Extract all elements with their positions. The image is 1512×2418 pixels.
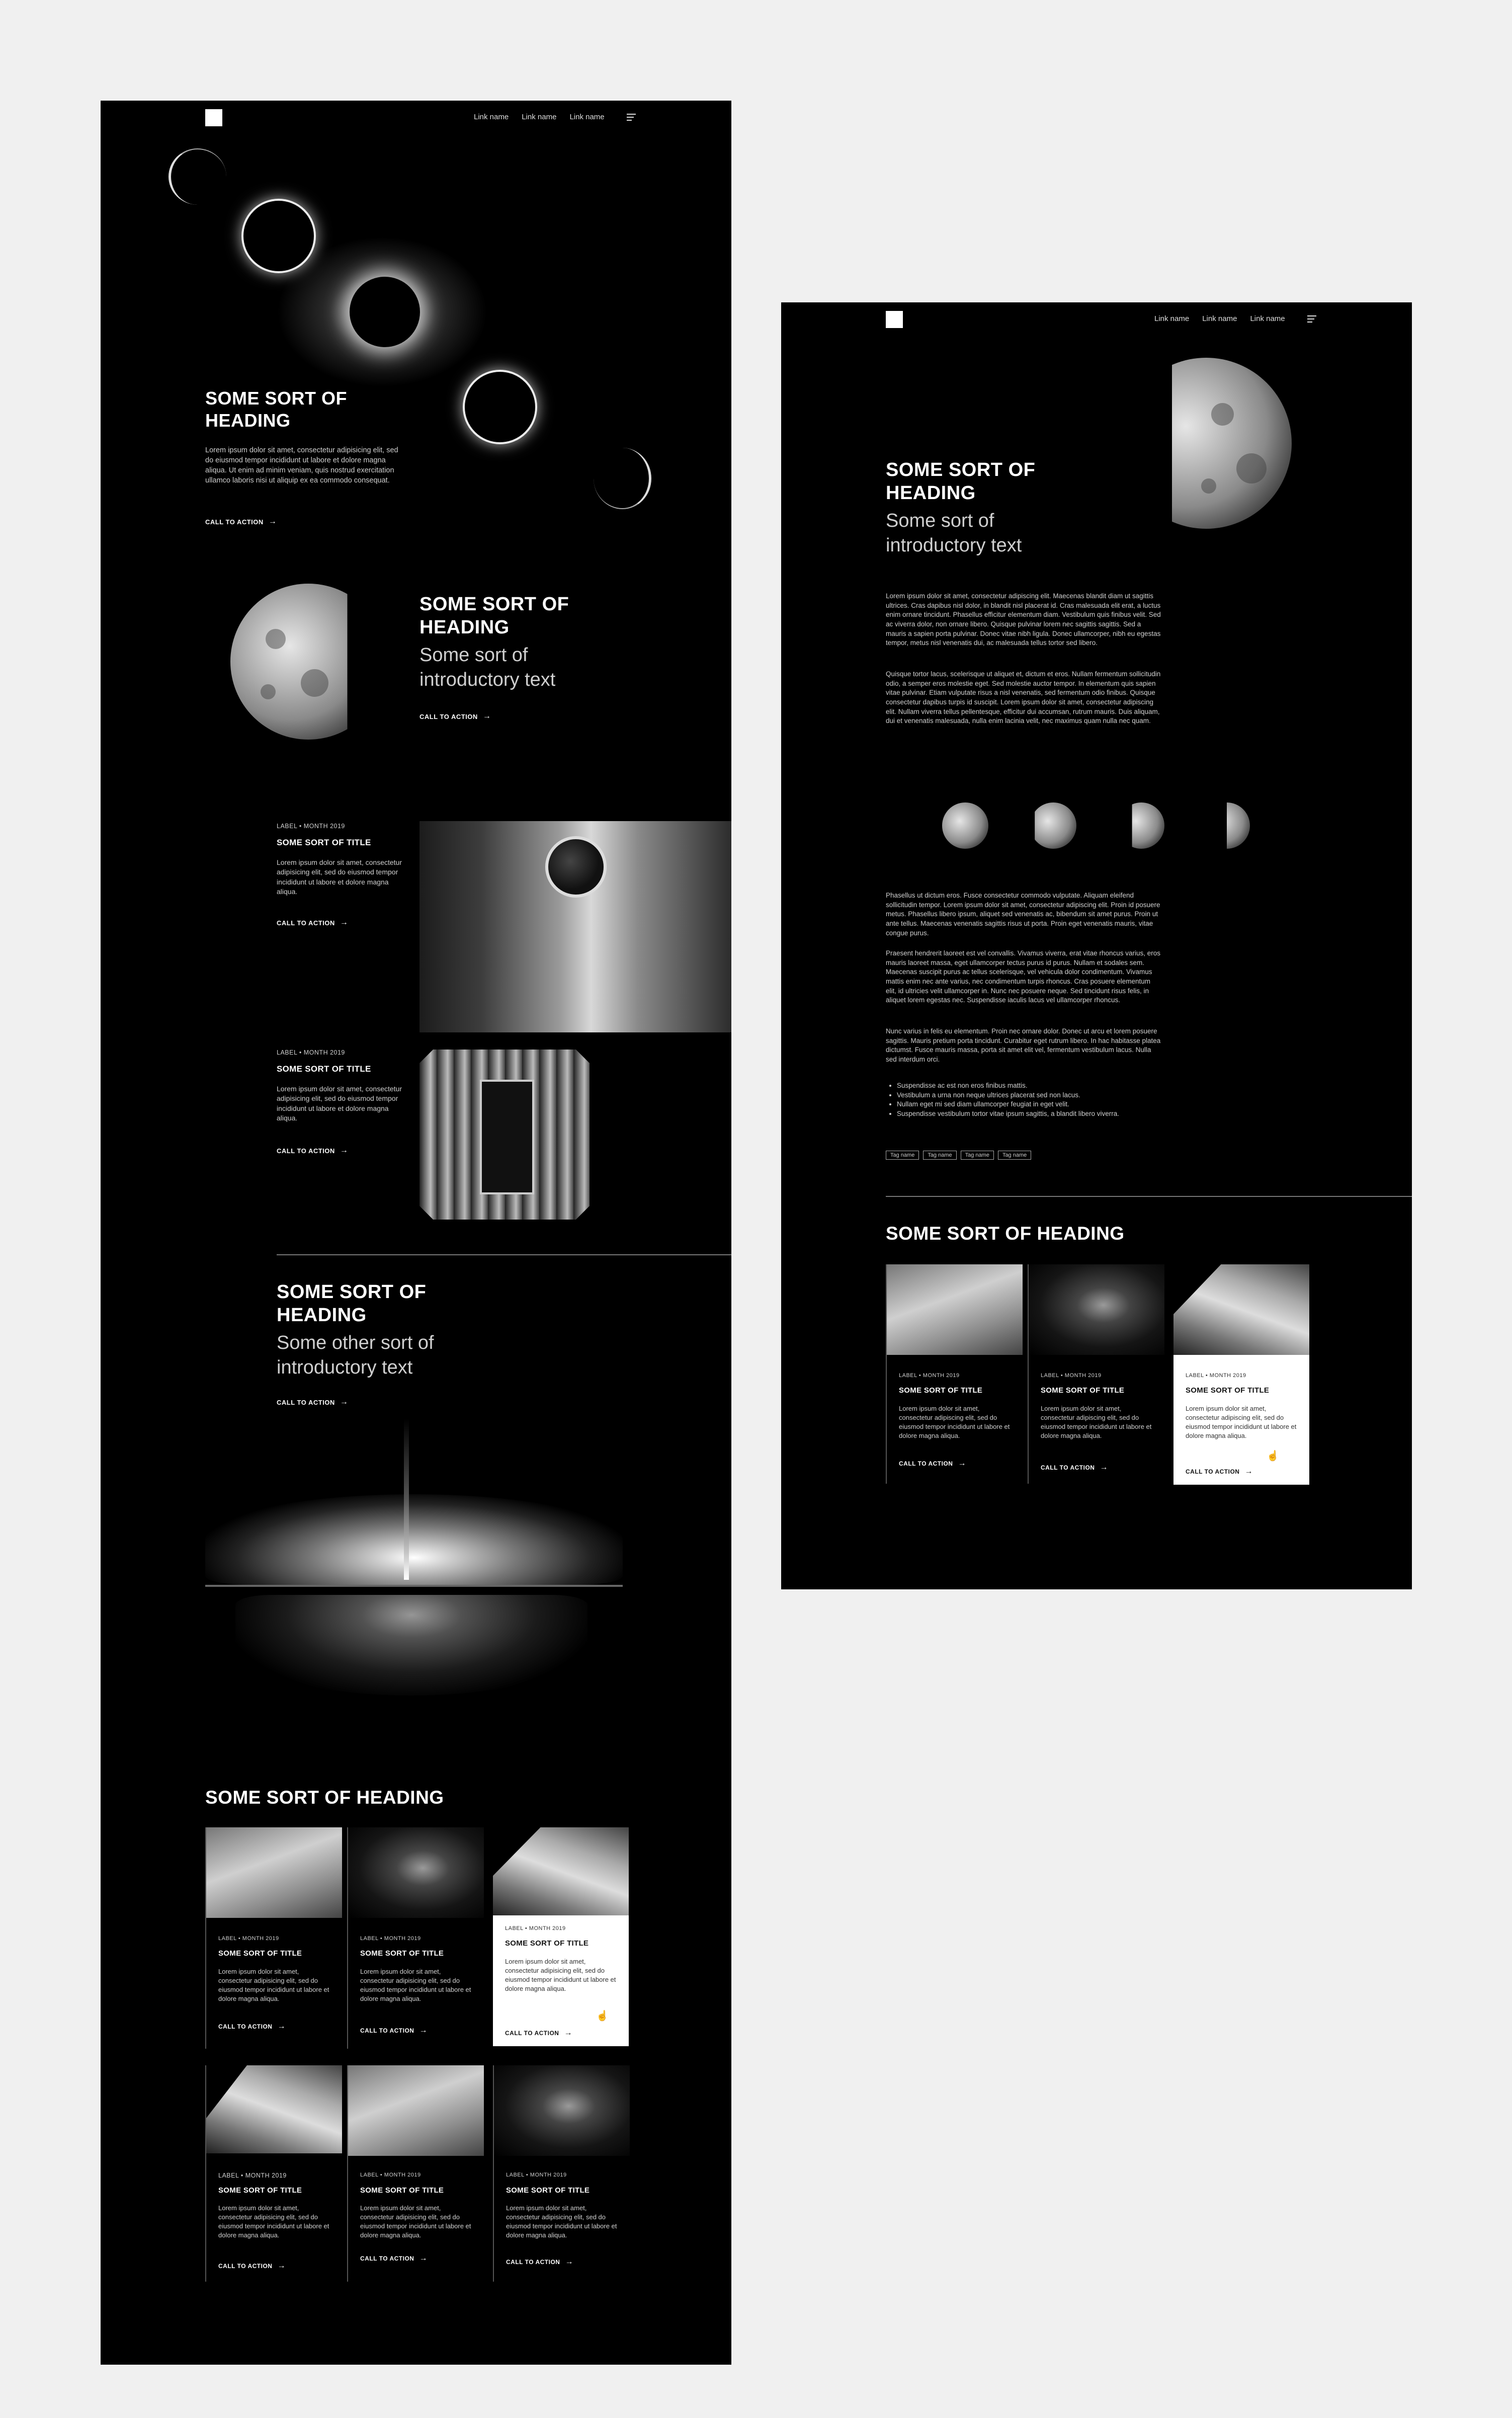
- card-body: Lorem ipsum dolor sit amet, consectetur adipisicing elit, sed do eiusmod tempor incididunt ut labore et dolore magna aliqua.: [360, 1968, 471, 2002]
- half-moon-image: [230, 584, 386, 740]
- card-title: SOME SORT OF TITLE: [506, 2186, 590, 2195]
- card-cta[interactable]: [506, 2258, 573, 2267]
- spacewalk-image: [1173, 1264, 1309, 1355]
- card-label: LABEL • MONTH 2019: [899, 1373, 960, 1379]
- hand-cursor-icon: ☝: [596, 2010, 609, 2022]
- card-label: LABEL • MONTH 2019: [506, 2172, 567, 2178]
- half-moon-image: [1121, 358, 1292, 529]
- tag-list: [886, 1151, 1031, 1160]
- section-divider: [886, 1196, 1412, 1197]
- galaxy-image: [1029, 1264, 1164, 1355]
- card-highlighted[interactable]: [493, 1827, 629, 2046]
- card-cta-label: CALL TO ACTION: [218, 2023, 273, 2030]
- article-2-cta[interactable]: [277, 1146, 348, 1155]
- launch-section-intro: Some other sort of introductory text: [277, 1332, 434, 1379]
- article-paragraph-4: Praesent hendrerit laoreet est vel convallis. Vivamus viverra, erat vitae rhoncus varius, eros mauris laoreet massa, eget ullamcorper tectus purus id purus. Nullam et sodales sem. Maecenas suscipit purus ac tellus scelerisque, vel vehicula dolor condimentum. Vivamus mattis enim nec ante varius, nec condimentum turpis rhoncus. Cras posuere elementum elit, id ultricies velit ullamcorper in. Nunc nec posuere neque. Sed tincidunt risus felis, in aliquet lorem egestas nec. Suspendisse iaculis lacus vel ullamcorper rhoncus.: [886, 949, 1160, 1004]
- card[interactable]: [493, 2065, 630, 2282]
- arrow-right-icon: →: [419, 2254, 428, 2263]
- article-2-body: Lorem ipsum dolor sit amet, consectetur adipisicing elit, sed do eiusmod tempor incididunt ut labore et dolore magna aliqua.: [277, 1085, 402, 1122]
- arrow-right-icon: →: [277, 2262, 286, 2270]
- card-cta[interactable]: [360, 2026, 428, 2035]
- crescent-right: [594, 448, 651, 509]
- moon-phase-1: [942, 802, 988, 849]
- home-page-board: [101, 101, 731, 2365]
- main-nav: [1154, 314, 1316, 323]
- arrow-right-icon: →: [340, 1398, 349, 1406]
- moon-section-heading: SOME SORT OF HEADING: [419, 594, 569, 638]
- card-cta-label: CALL TO ACTION: [505, 2030, 559, 2037]
- bullet-item: • Nullam eget mi sed diam ullamcorper feugiat in eget velit.: [897, 1100, 1179, 1109]
- card-label: LABEL • MONTH 2019: [1186, 1373, 1246, 1379]
- article-1-title: SOME SORT OF TITLE: [277, 838, 371, 847]
- capsule-earth-image: [887, 1264, 1023, 1355]
- logo[interactable]: [205, 109, 222, 126]
- card-label: LABEL • MONTH 2019: [218, 1936, 279, 1942]
- card[interactable]: [886, 1264, 1023, 1484]
- left-grid-heading: SOME SORT OF HEADING: [205, 1787, 444, 1808]
- article-1-label: LABEL • MONTH 2019: [277, 823, 345, 830]
- card[interactable]: [205, 2065, 342, 2282]
- arrow-right-icon: →: [419, 2026, 428, 2035]
- card-body: Lorem ipsum dolor sit amet, consectetur adipisicing elit, sed do eiusmod tempor incididunt ut labore et dolore magna aliqua.: [360, 2204, 471, 2239]
- galaxy-image: [348, 1827, 484, 1918]
- article-paragraph-5: Nunc varius in felis eu elementum. Proin nec ornare dolor. Donec ut arcu et lorem posuere sagittis. Mauris pretium porta tincidunt. Curabitur eget rutrum libero. In hac habitasse platea dictumst. Fusce mauris massa, porta sit amet elit vel, fermentum vestibulum lacus. Nulla sed interdum orci.: [886, 1027, 1161, 1063]
- nav-link-1[interactable]: Link name: [1154, 314, 1190, 323]
- eclipse-ring-2: [463, 370, 537, 444]
- tag[interactable]: Tag name: [961, 1151, 994, 1160]
- arrow-right-icon: →: [1100, 1463, 1108, 1472]
- arrow-right-icon: →: [482, 712, 491, 720]
- card-title: SOME SORT OF TITLE: [360, 2186, 444, 2195]
- article-1-cta[interactable]: [277, 918, 348, 927]
- bullet-item: • Suspendisse ac est non eros finibus mattis.: [897, 1081, 1179, 1091]
- card-cta[interactable]: [505, 2029, 572, 2038]
- article-page-board: [781, 302, 1412, 1589]
- nav-link-3[interactable]: Link name: [569, 113, 605, 121]
- galaxy-image: [494, 2065, 630, 2156]
- spacewalk-image: [206, 2065, 342, 2153]
- card-cta-label: CALL TO ACTION: [360, 2027, 414, 2034]
- article-paragraph-1: Lorem ipsum dolor sit amet, consectetur adipiscing elit. Maecenas blandit diam ut sagittis ultrices. Cras dapibus nisl dolor, in blandit nisl placerat id. Cras malesuada elit erat, a luctus enim ornare tincidunt. Phasellus efficitur elementum diam. Vestibulum quis finibus velit. Sed ac viverra dolor, non ornare libero. Quisque pulvinar lorem nec sagittis sagittis. Sed a mauris a sapien porta pulvinar. Donec vitae nibh ligula. Donec ullamcorper, nibh eu egestas tempor, metus nisl venenatis dui, ac malesuada tellus tortor sed libero.: [886, 592, 1161, 647]
- crescent-left: [169, 148, 226, 205]
- card-cta-label: CALL TO ACTION: [1041, 1464, 1095, 1471]
- moon-phase-4: [1204, 802, 1250, 849]
- arrow-right-icon: →: [565, 2258, 573, 2266]
- card-body: Lorem ipsum dolor sit amet, consectetur adipiscing elit, sed do eiusmod tempor incididunt ut labore et dolore magna aliqua.: [1186, 1405, 1297, 1439]
- capsule-earth-image: [348, 2065, 484, 2156]
- nav-link-1[interactable]: Link name: [474, 113, 509, 121]
- card[interactable]: [1028, 1264, 1164, 1484]
- section-divider: [277, 1254, 731, 1255]
- card-label: LABEL • MONTH 2019: [1041, 1373, 1102, 1379]
- moon-section-cta[interactable]: [419, 712, 491, 721]
- article-paragraph-2: Quisque tortor lacus, scelerisque ut aliquet et, dictum et eros. Nullam fermentum sollicitudin odio, a semper eros molestie eget. Sed molestie auctor tempor. In elementum quis sapien vitae pulvinar. Etiam vulputate risus a nisl venenatis, sed fermentum odio finibus. Quisque consectetur dapibus turpis id suscipit. Lorem ipsum dolor sit amet, consectetur adipiscing elit. Nullam viverra tellus pellentesque, efficitur dui accumsan, rutrum mauris. Duis aliquam, dui et venenatis malesuada, nulla enim lacinia velit, nec maximus quam nulla nec quam.: [886, 670, 1161, 725]
- card-label: LABEL • MONTH 2019: [360, 2172, 421, 2178]
- card[interactable]: [347, 1827, 484, 2049]
- space-station-interior-photo[interactable]: [419, 1050, 590, 1220]
- card-cta[interactable]: [1186, 1467, 1253, 1476]
- capsule-earth-image: [206, 1827, 342, 1918]
- logo[interactable]: [886, 311, 903, 328]
- card-title: SOME SORT OF TITLE: [899, 1386, 983, 1395]
- moon-phase-3: [1118, 802, 1164, 849]
- card-body: Lorem ipsum dolor sit amet, consectetur adipiscing elit, sed do eiusmod tempor incididunt ut labore et dolore magna aliqua.: [899, 1405, 1010, 1439]
- arrow-right-icon: →: [958, 1459, 966, 1468]
- card-cta[interactable]: [899, 1459, 966, 1468]
- hamburger-menu-icon[interactable]: [1307, 315, 1316, 323]
- card-cta[interactable]: [360, 2254, 428, 2263]
- card-title: SOME SORT OF TITLE: [1186, 1386, 1270, 1395]
- card-title: SOME SORT OF TITLE: [1041, 1386, 1125, 1395]
- card-body: Lorem ipsum dolor sit amet, consectetur adipiscing elit, sed do eiusmod tempor incididunt ut labore et dolore magna aliqua.: [1041, 1405, 1152, 1439]
- card-body: Lorem ipsum dolor sit amet, consectetur adipisicing elit, sed do eiusmod tempor incididunt ut labore et dolore magna aliqua.: [218, 1968, 329, 2002]
- card-cta-label: CALL TO ACTION: [218, 2263, 273, 2270]
- card[interactable]: [205, 1827, 342, 2049]
- hero-cta[interactable]: [205, 517, 277, 526]
- card-title: SOME SORT OF TITLE: [218, 2186, 302, 2195]
- card-title: SOME SORT OF TITLE: [218, 1949, 302, 1958]
- hamburger-menu-icon[interactable]: [627, 114, 636, 121]
- launch-section-cta[interactable]: [277, 1398, 348, 1407]
- article-1-body: Lorem ipsum dolor sit amet, consectetur adipisicing elit, sed do eiusmod tempor incididunt ut labore et dolore magna aliqua.: [277, 858, 402, 896]
- card-body: Lorem ipsum dolor sit amet, consectetur adipisicing elit, sed do eiusmod tempor incididunt ut labore et dolore magna aliqua.: [218, 2204, 329, 2239]
- tag[interactable]: Tag name: [886, 1151, 919, 1160]
- card-body: Lorem ipsum dolor sit amet, consectetur adipisicing elit, sed do eiusmod tempor incididunt ut labore et dolore magna aliqua.: [506, 2204, 617, 2239]
- arrow-right-icon: →: [1244, 1467, 1253, 1476]
- article-2-label: LABEL • MONTH 2019: [277, 1049, 345, 1056]
- card-label: LABEL • MONTH 2019: [360, 1936, 421, 1942]
- card-cta[interactable]: [218, 2022, 286, 2031]
- article-1-cta-label: CALL TO ACTION: [277, 919, 335, 927]
- bullet-item: • Suspendisse vestibulum tortor vitae ipsum sagittis, a blandit libero viverra.: [897, 1109, 1179, 1119]
- card-label: LABEL • MONTH 2019: [505, 1925, 566, 1931]
- article-2-title: SOME SORT OF TITLE: [277, 1064, 371, 1074]
- related-grid-heading: SOME SORT OF HEADING: [886, 1223, 1125, 1244]
- card-cta[interactable]: [218, 2262, 286, 2271]
- nav-link-2[interactable]: Link name: [1202, 314, 1237, 323]
- main-nav: [474, 113, 636, 121]
- hero-body: Lorem ipsum dolor sit amet, consectetur adipisicing elit, sed do eiusmod tempor incididunt ut labore et dolore magna aliqua. Ut enim ad minim veniam, quis nostrud exercitation ullamco laboris nisi ut aliquip ex ea commodo consequat.: [205, 446, 398, 485]
- moon-phases-image: [942, 795, 1249, 856]
- hero-heading: SOME SORT OF HEADING: [205, 388, 348, 431]
- card-cta-label: CALL TO ACTION: [360, 2255, 414, 2262]
- nav-link-2[interactable]: Link name: [522, 113, 557, 121]
- moon-section-cta-label: CALL TO ACTION: [419, 712, 478, 720]
- astronaut-photo[interactable]: [419, 821, 731, 1032]
- article-heading: SOME SORT OF HEADING: [886, 459, 1036, 504]
- rocket-launch-photo: [205, 1419, 623, 1731]
- arrow-right-icon: →: [277, 2022, 286, 2031]
- article-bullet-list: [886, 1081, 1179, 1119]
- card-title: SOME SORT OF TITLE: [505, 1939, 589, 1948]
- eclipse-total: [350, 277, 420, 347]
- launch-section-heading: SOME SORT OF HEADING: [277, 1281, 427, 1326]
- hand-cursor-icon: ☝: [1267, 1450, 1279, 1462]
- card-cta-label: CALL TO ACTION: [1186, 1468, 1240, 1475]
- tag[interactable]: Tag name: [923, 1151, 956, 1160]
- arrow-right-icon: →: [340, 1146, 349, 1155]
- nav-link-3[interactable]: Link name: [1250, 314, 1285, 323]
- card-highlighted[interactable]: [1173, 1264, 1309, 1485]
- spacewalk-image: [493, 1827, 629, 1915]
- card-body: Lorem ipsum dolor sit amet, consectetur adipisicing elit, sed do eiusmod tempor incididunt ut labore et dolore magna aliqua.: [505, 1958, 616, 1992]
- card[interactable]: [347, 2065, 484, 2282]
- card-cta-label: CALL TO ACTION: [506, 2259, 560, 2266]
- hero-cta-label: CALL TO ACTION: [205, 518, 264, 526]
- arrow-right-icon: →: [564, 2029, 572, 2037]
- tag[interactable]: Tag name: [998, 1151, 1031, 1160]
- card-label: LABEL • MONTH 2019: [218, 2172, 287, 2179]
- moon-phase-2: [1030, 802, 1076, 849]
- arrow-right-icon: →: [268, 517, 277, 526]
- article-paragraph-3: Phasellus ut dictum eros. Fusce consectetur commodo vulputate. Aliquam eleifend sollicitudin tempor. Lorem ipsum dolor sit amet, consectetur adipiscing elit. Proin id posuere metus. Phasellus libero ipsum, aliquet sed venenatis ac, bibendum sit amet purus. Proin ut ante tellus. Maecenas venenatis sagittis risus ut porta. Proin eget venenatis mauris, vitae congue purus.: [886, 892, 1160, 937]
- card-title: SOME SORT OF TITLE: [360, 1949, 444, 1958]
- launch-section-cta-label: CALL TO ACTION: [277, 1398, 335, 1406]
- card-cta-label: CALL TO ACTION: [899, 1460, 953, 1467]
- article-intro: Some sort of introductory text: [886, 510, 1022, 556]
- article-2-cta-label: CALL TO ACTION: [277, 1147, 335, 1155]
- moon-section-intro: Some sort of introductory text: [419, 644, 556, 691]
- bullet-item: • Vestibulum a urna non neque ultrices placerat sed non lacus.: [897, 1091, 1179, 1100]
- arrow-right-icon: →: [340, 918, 349, 927]
- card-cta[interactable]: [1041, 1463, 1108, 1472]
